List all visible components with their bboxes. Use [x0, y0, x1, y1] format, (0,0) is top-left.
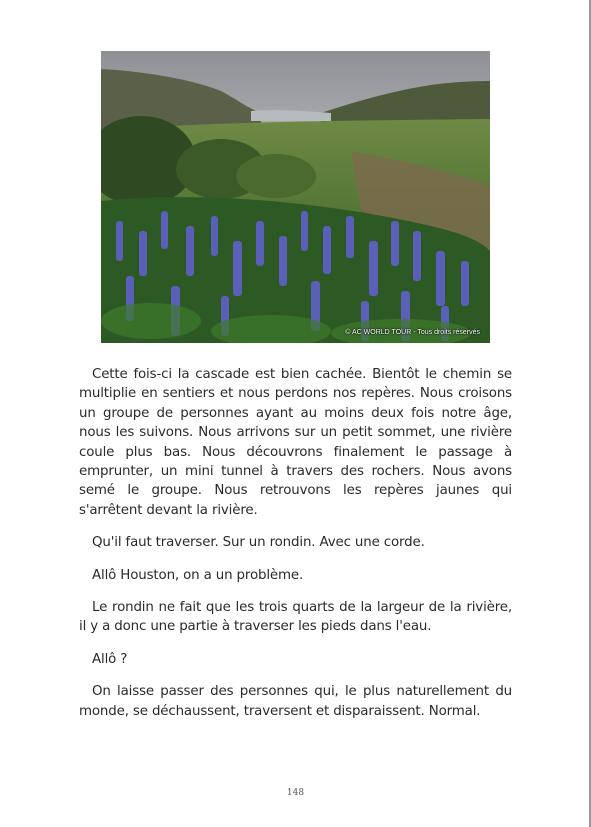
landscape-photo [101, 51, 490, 343]
paragraph: Cette fois-ci la cascade est bien cachée. Bientôt le chemin se multiplie en sentiers et nous perdons nos repères. Nous croisons un groupe de personnes ayant au moins deux fois notre âge, nous les suivons. Nous arrivons sur un petit sommet, une rivière coule plus bas. Nous découvrons finalement le passage à emprunter, un mini tunnel à travers des rochers. Nous avons semé le groupe. Nous retrouvons les repères jaunes qui s'arrêtent devant la rivière. [79, 367, 512, 518]
paragraph: Allô ? [92, 651, 128, 667]
body-text [79, 365, 512, 734]
paragraph: Qu'il faut traverser. Sur un rondin. Avec une corde. [92, 535, 425, 551]
paragraph: Le rondin ne fait que les trois quarts de la largeur de la rivière, il y a donc une partie à traverser les pieds dans l'eau. [79, 600, 512, 635]
page-number: 148 [286, 788, 305, 798]
paragraph: On laisse passer des personnes qui, le plus naturellement du monde, se déchaussent, traversent et disparaissent. Normal. [79, 684, 512, 719]
photo-illustration [101, 51, 490, 343]
photo-credit: © AC WORLD TOUR - Tous droits réservés [345, 329, 480, 336]
paragraph: Allô Houston, on a un problème. [92, 567, 304, 583]
